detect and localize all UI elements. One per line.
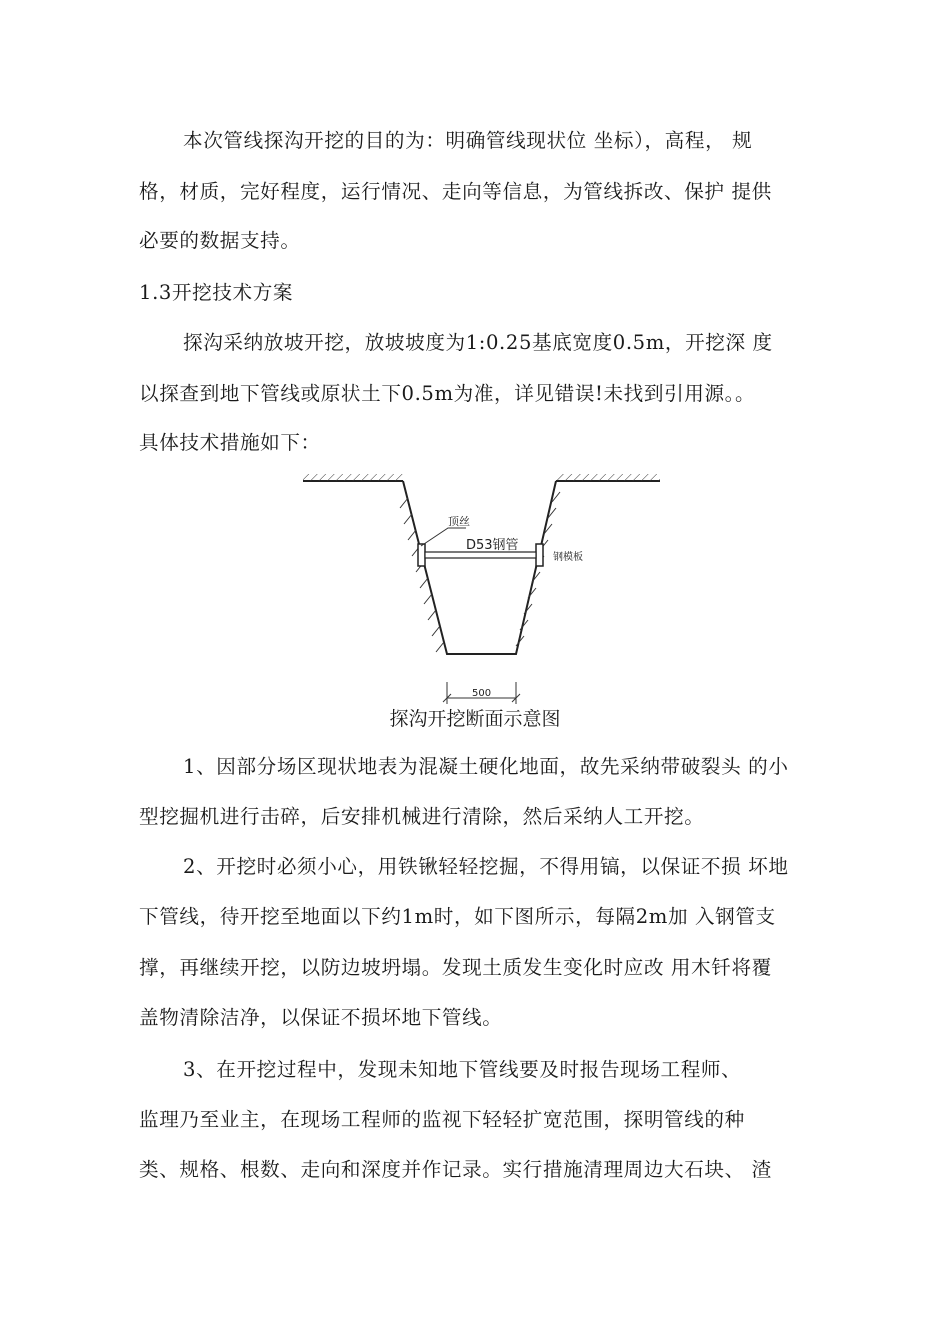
line-s1-2: 型挖掘机进行击碎，后安排机械进行清除，然后采纳人工开挖。: [139, 805, 705, 828]
line-p2-1: 探沟采纳放坡开挖，放坡坡度为1:0.25基底宽度0.5m，开挖深 度: [183, 331, 773, 354]
formwork-board-left: [418, 544, 425, 566]
line-s1-1: 1、因部分场区现状地表为混凝土硬化地面，故先采纳带破裂头 的小: [183, 755, 789, 778]
figure-caption: 探沟开挖断面示意图: [389, 708, 561, 730]
label-steel-pipe: D53钢管: [466, 538, 519, 553]
slope-hatch-left: [400, 498, 444, 652]
line-p2-3: 具体技术措施如下：: [139, 431, 321, 454]
line-p2-2: 以探查到地下管线或原状土下0.5m为准，详见错误!未找到引用源。。: [139, 382, 756, 405]
dimension-label: 500: [472, 688, 492, 699]
formwork-board-right: [536, 544, 543, 566]
label-leader: [421, 528, 466, 546]
line-s2-2: 下管线，待开挖至地面以下约1m时，如下图所示，每隔2m加 入钢管支: [139, 905, 776, 928]
line-p1-1: 本次管线探沟开挖的目的为：明确管线现状位 坐标），高程， 规: [183, 129, 753, 152]
line-s3-2: 监理乃至业主，在现场工程师的监视下轻轻扩宽范围，探明管线的种: [139, 1108, 745, 1131]
trench-section-diagram: [300, 474, 670, 706]
line-s2-1: 2、开挖时必须小心，用铁锹轻轻挖掘，不得用镐，以保证不损 坏地: [183, 855, 789, 878]
section-heading: 1.3开挖技术方案: [139, 281, 294, 304]
line-p1-3: 必要的数据支持。: [139, 229, 301, 252]
line-s2-4: 盖物清除洁净，以保证不损坏地下管线。: [139, 1006, 503, 1029]
line-p1-2: 格，材质，完好程度，运行情况、走向等信息，为管线拆改、保护 提供: [139, 180, 772, 203]
trench-outline: [403, 481, 556, 654]
line-s3-1: 3、在开挖过程中，发现未知地下管线要及时报告现场工程师、: [183, 1058, 742, 1081]
line-s3-3: 类、规格、根数、走向和深度并作记录。实行措施清理周边大石块、 渣: [139, 1158, 772, 1181]
ground-hatch-left: [303, 474, 403, 481]
line-s2-3: 撑，再继续开挖，以防边坡坍塌。发现土质发生变化时应改 用木钎将覆: [139, 956, 772, 979]
ground-hatch-right: [556, 474, 660, 481]
label-top-screw: 顶丝: [448, 515, 470, 528]
label-formwork: 钢模板: [553, 552, 583, 563]
